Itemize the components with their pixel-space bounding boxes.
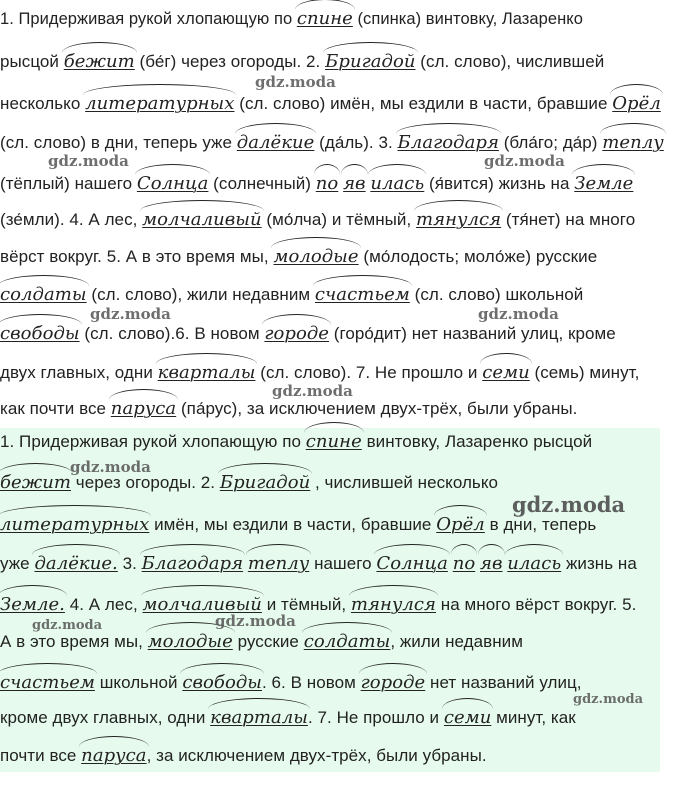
text-segment: (семь) минут,: [529, 363, 640, 382]
watermark: gdz.moda: [215, 612, 296, 630]
watermark: gdz.moda: [478, 305, 559, 323]
text-segment: 3.: [117, 554, 142, 573]
morpheme-root-word: молчаливый: [142, 209, 261, 230]
watermark: gdz.moda: [32, 618, 103, 633]
root-arc-mark: [314, 164, 341, 175]
root-arc-mark: [295, 0, 355, 10]
root-arc-mark: [414, 200, 503, 211]
text-line: [0, 745, 487, 767]
morpheme-root-word: Бригадой: [325, 51, 415, 72]
text-segment: (сл. слово) имён, мы ездили в части, бравшие: [234, 94, 613, 113]
text-segment: нет названий улиц,: [425, 673, 582, 692]
text-segment: уже: [0, 554, 35, 573]
text-line: [0, 8, 583, 30]
root-arc-mark: [271, 237, 360, 248]
morpheme-root-word: илась: [507, 553, 561, 574]
text-segment: 1. Придерживая рукой хлопающую по: [0, 10, 297, 28]
morpheme-root-word: солдаты: [304, 631, 391, 652]
morpheme-root-word: паруса: [81, 745, 146, 766]
root-arc-mark: [396, 123, 501, 134]
text-segment: (сл. слово). 7. Не прошло и: [255, 363, 483, 382]
text-line: [0, 209, 635, 231]
text-segment: 1. Придерживая рукой хлопающую по: [0, 432, 306, 451]
text-segment: через огороды. 2.: [71, 473, 220, 492]
morpheme-root-word: свободы: [0, 323, 80, 344]
watermark: gdz.moda: [70, 458, 151, 476]
morpheme-root-word: кварталы: [158, 362, 256, 383]
text-line: [0, 431, 592, 453]
morpheme-root-word: молчаливый: [143, 594, 262, 615]
morpheme-root-word: бежит: [0, 472, 71, 493]
text-segment: двух главных, одни: [0, 363, 158, 382]
text-segment: , за исключением двух-трёх, были убраны.: [146, 746, 487, 765]
text-line: [0, 707, 576, 729]
text-line: [0, 246, 597, 268]
root-arc-mark: [610, 84, 663, 95]
root-arc-mark: [323, 42, 417, 53]
watermark: gdz.moda: [512, 492, 626, 517]
morpheme-root-word: семи: [444, 707, 491, 728]
text-segment: в дни, теперь: [484, 515, 597, 534]
text-line: [0, 631, 523, 653]
root-arc-mark: [109, 389, 178, 400]
text-line: [0, 284, 583, 306]
text-segment: (бла́го; да́р): [498, 133, 603, 152]
morpheme-root-word: Благодаря: [142, 553, 243, 574]
text-line: [0, 93, 661, 115]
morpheme-root-word: по: [453, 553, 476, 574]
text-segment: рысцой: [0, 52, 64, 71]
morpheme-root-word: семи: [482, 362, 529, 383]
morpheme-root-word: городе: [361, 672, 426, 693]
text-segment: (тёплый) нашего: [0, 174, 137, 193]
text-segment: (тя́нет) на много: [501, 210, 636, 229]
root-arc-mark: [0, 314, 82, 325]
root-arc-mark: [140, 200, 263, 211]
text-line: [0, 132, 664, 154]
morpheme-root-word: тянулся: [351, 594, 436, 615]
text-line: [0, 173, 633, 195]
root-arc-mark: [83, 84, 236, 95]
text-segment: (я́вится) жизнь на: [424, 174, 575, 193]
morpheme-root-word: паруса: [111, 398, 176, 419]
text-segment: , числившей несколько: [310, 473, 499, 492]
morpheme-root-word: теплу: [248, 553, 309, 574]
morpheme-root-word: яв: [343, 173, 366, 194]
text-segment: почти все: [0, 746, 82, 765]
morpheme-root-word: счастьем: [0, 672, 95, 693]
text-segment: (сл. слово), жили недавним: [86, 285, 315, 304]
text-line: [0, 362, 639, 384]
root-arc-mark: [0, 275, 89, 286]
text-segment: . 6. В новом: [262, 673, 361, 692]
text-line: [0, 553, 637, 575]
text-segment: (горо́дит) нет названий улиц, кроме: [329, 324, 616, 343]
text-segment: жизнь на: [561, 554, 637, 573]
text-segment: (сл. слово), числившей: [415, 52, 605, 71]
text-segment: (бе́г) через огороды. 2.: [134, 52, 326, 71]
morpheme-root-word: счастьем: [315, 284, 410, 305]
text-segment: русские: [232, 632, 304, 651]
morpheme-root-word: молодые: [273, 246, 358, 267]
text-line: [0, 51, 604, 73]
text-segment: (солнечный): [208, 174, 316, 193]
morpheme-root-word: литературных: [85, 93, 234, 114]
root-arc-mark: [262, 314, 331, 325]
morpheme-root-word: Земле: [574, 173, 633, 194]
morpheme-root-word: спине: [306, 431, 362, 452]
text-segment: (мо́лодость; моло́же) русские: [358, 247, 598, 266]
text-segment: . 7. Не прошло и: [307, 708, 444, 727]
morpheme-root-word: молодые: [148, 631, 233, 652]
morpheme-root-word: яв: [480, 553, 503, 574]
text-segment: имён, мы ездили в части, бравшие: [149, 515, 437, 534]
text-line: [0, 398, 577, 420]
root-arc-mark: [313, 275, 412, 286]
text-segment: (мо́лча) и тёмный,: [261, 210, 417, 229]
morpheme-root-word: илась: [370, 173, 424, 194]
text-segment: нашего: [309, 554, 377, 573]
text-segment: (спинка) винтовку, Лазаренко: [352, 10, 583, 28]
text-segment: [448, 554, 453, 573]
morpheme-root-word: Благодаря: [398, 132, 499, 153]
text-segment: (да́ль). 3.: [314, 133, 398, 152]
text-segment: школьной: [94, 673, 183, 692]
morpheme-root-word: тянулся: [416, 209, 501, 230]
text-line: [0, 594, 636, 616]
watermark: gdz.moda: [90, 305, 171, 323]
root-arc-mark: [135, 164, 211, 175]
text-segment: минут, как: [491, 708, 576, 727]
root-arc-mark: [480, 353, 531, 364]
text-segment: на много вёрст вокруг. 5.: [436, 595, 637, 614]
text-segment: винтовку, Лазаренко рысцой: [361, 432, 593, 451]
morpheme-root-word: Солнца: [376, 553, 448, 574]
watermark: gdz.moda: [255, 73, 336, 91]
text-segment: вёрст вокруг. 5. А в это время мы,: [0, 247, 274, 266]
watermark: gdz.moda: [573, 692, 644, 707]
morpheme-root-word: кварталы: [210, 707, 308, 728]
root-arc-mark: [62, 42, 137, 53]
text-segment: (сл. слово).6. В новом: [79, 324, 265, 343]
morpheme-root-word: Орёл: [612, 93, 661, 114]
morpheme-root-word: Земле.: [0, 594, 65, 615]
root-arc-mark: [572, 164, 635, 175]
text-segment: и тёмный,: [261, 595, 351, 614]
morpheme-root-word: городе: [264, 323, 329, 344]
text-segment: кроме двух главных, одни: [0, 708, 211, 727]
text-line: [0, 514, 596, 536]
root-arc-mark: [341, 164, 368, 175]
morpheme-root-word: далёкие: [237, 132, 315, 153]
morpheme-root-word: Бригадой: [220, 472, 310, 493]
text-segment: 4. А лес,: [64, 595, 143, 614]
morpheme-root-word: далёкие.: [34, 553, 117, 574]
morpheme-root-word: теплу: [602, 132, 663, 153]
morpheme-root-word: Орёл: [436, 514, 485, 535]
text-line: [0, 323, 616, 345]
watermark: gdz.moda: [48, 152, 129, 170]
text-segment: (па́рус), за исключением двух-трёх, были убраны.: [176, 399, 578, 418]
morpheme-root-word: по: [316, 173, 339, 194]
morpheme-root-word: свободы: [182, 672, 262, 693]
text-segment: (сл. слово) школьной: [409, 285, 584, 304]
text-segment: несколько: [0, 94, 86, 113]
root-arc-mark: [368, 164, 426, 175]
watermark: gdz.moda: [272, 382, 353, 400]
watermark: gdz.moda: [484, 152, 565, 170]
morpheme-root-word: спине: [297, 8, 353, 29]
morpheme-root-word: Солнца: [137, 173, 209, 194]
morpheme-root-word: литературных: [0, 514, 149, 535]
text-segment: (сл. слово) в дни, теперь уже: [0, 133, 237, 152]
morpheme-root-word: бежит: [64, 51, 135, 72]
text-segment: , жили недавним: [390, 632, 523, 651]
root-arc-mark: [235, 123, 317, 134]
root-arc-mark: [600, 123, 665, 134]
morpheme-root-word: солдаты: [0, 284, 87, 305]
text-segment: А в это время мы,: [0, 632, 148, 651]
text-segment: как почти все: [0, 399, 111, 418]
text-segment: (зе́мли). 4. А лес,: [0, 210, 143, 229]
text-line: [0, 672, 582, 694]
root-arc-mark: [156, 353, 258, 364]
